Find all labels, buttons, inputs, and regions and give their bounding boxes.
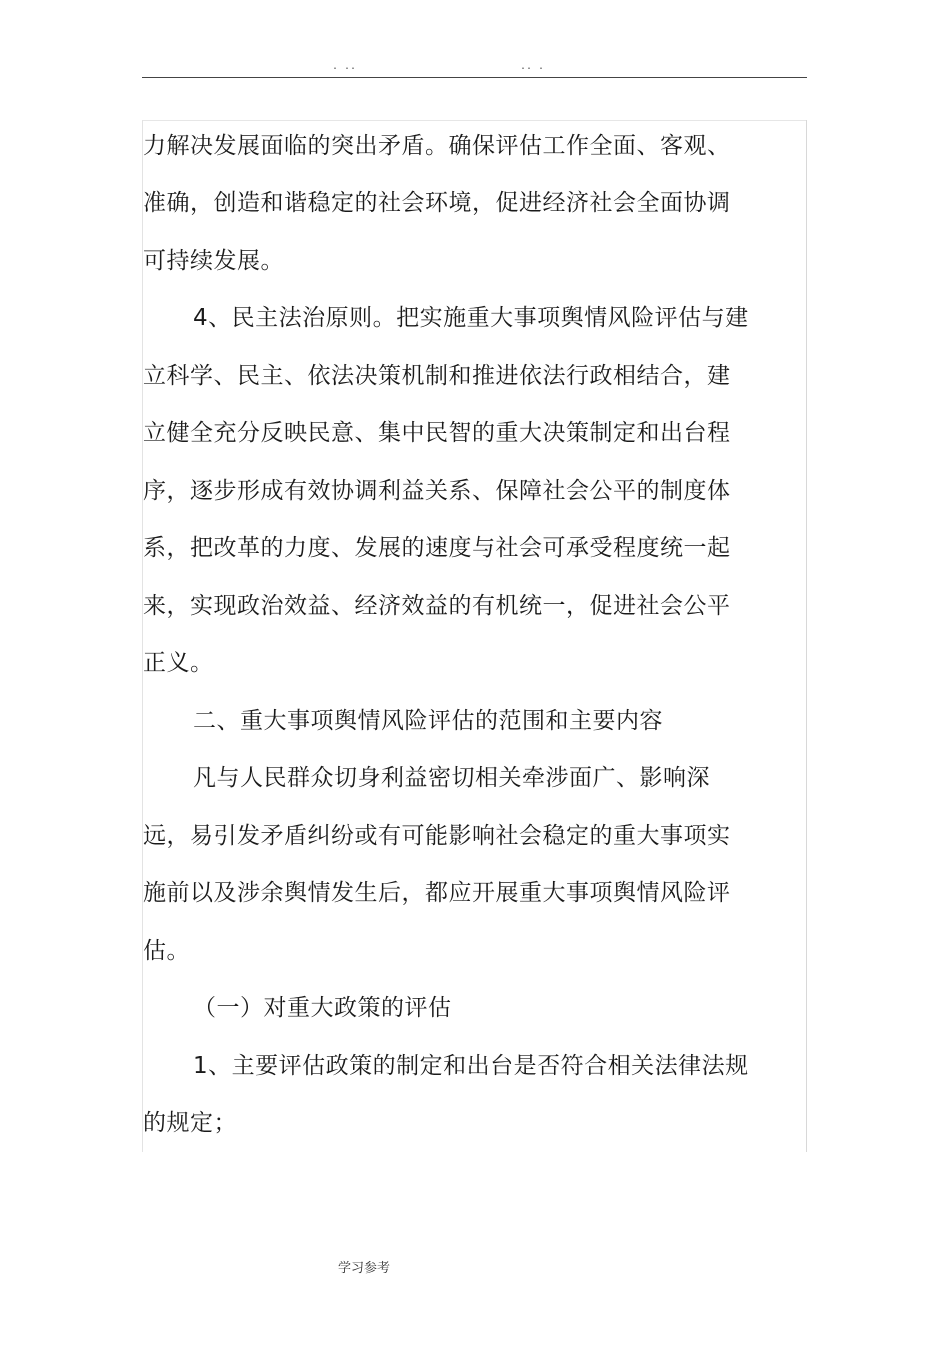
body-line: 来，实现政治效益、经济效益的有机统一，促进社会公平 (143, 593, 731, 619)
header-dots-left: . .. (332, 61, 357, 72)
body-line: 4、民主法治原则。把实施重大事项舆情风险评估与建 (193, 305, 749, 331)
body-line: 系，把改革的力度、发展的速度与社会可承受程度统一起 (143, 535, 731, 561)
body-line: 施前以及涉余舆情发生后，都应开展重大事项舆情风险评 (143, 880, 731, 906)
body-line: 立科学、民主、依法决策机制和推进依法行政相结合，建 (143, 363, 731, 389)
frame-top-border (142, 120, 807, 121)
subsection-heading: （一）对重大政策的评估 (193, 995, 452, 1021)
body-line: 正义。 (143, 650, 214, 676)
frame-right-border (806, 120, 807, 1152)
body-line: 凡与人民群众切身利益密切相关牵涉面广、影响深 (193, 765, 710, 791)
body-line: 序，逐步形成有效协调利益关系、保障社会公平的制度体 (143, 478, 731, 504)
body-line: 立健全充分反映民意、集中民智的重大决策制定和出台程 (143, 420, 731, 446)
body-line: 1、主要评估政策的制定和出台是否符合相关法律法规 (193, 1053, 749, 1079)
body-line: 可持续发展。 (143, 248, 284, 274)
body-line: 力解决发展面临的突出矛盾。确保评估工作全面、客观、 (143, 133, 731, 159)
body-line: 远，易引发矛盾纠纷或有可能影响社会稳定的重大事项实 (143, 823, 731, 849)
body-line: 准确，创造和谐稳定的社会环境，促进经济社会全面协调 (143, 190, 731, 216)
section-heading: 二、重大事项舆情风险评估的范围和主要内容 (193, 708, 663, 734)
header-rule (142, 77, 807, 78)
body-line: 的规定； (143, 1110, 237, 1136)
page-footer: 学习参考 (338, 1261, 391, 1276)
header-dots-right: .. . (520, 61, 545, 72)
body-line: 估。 (143, 938, 190, 964)
